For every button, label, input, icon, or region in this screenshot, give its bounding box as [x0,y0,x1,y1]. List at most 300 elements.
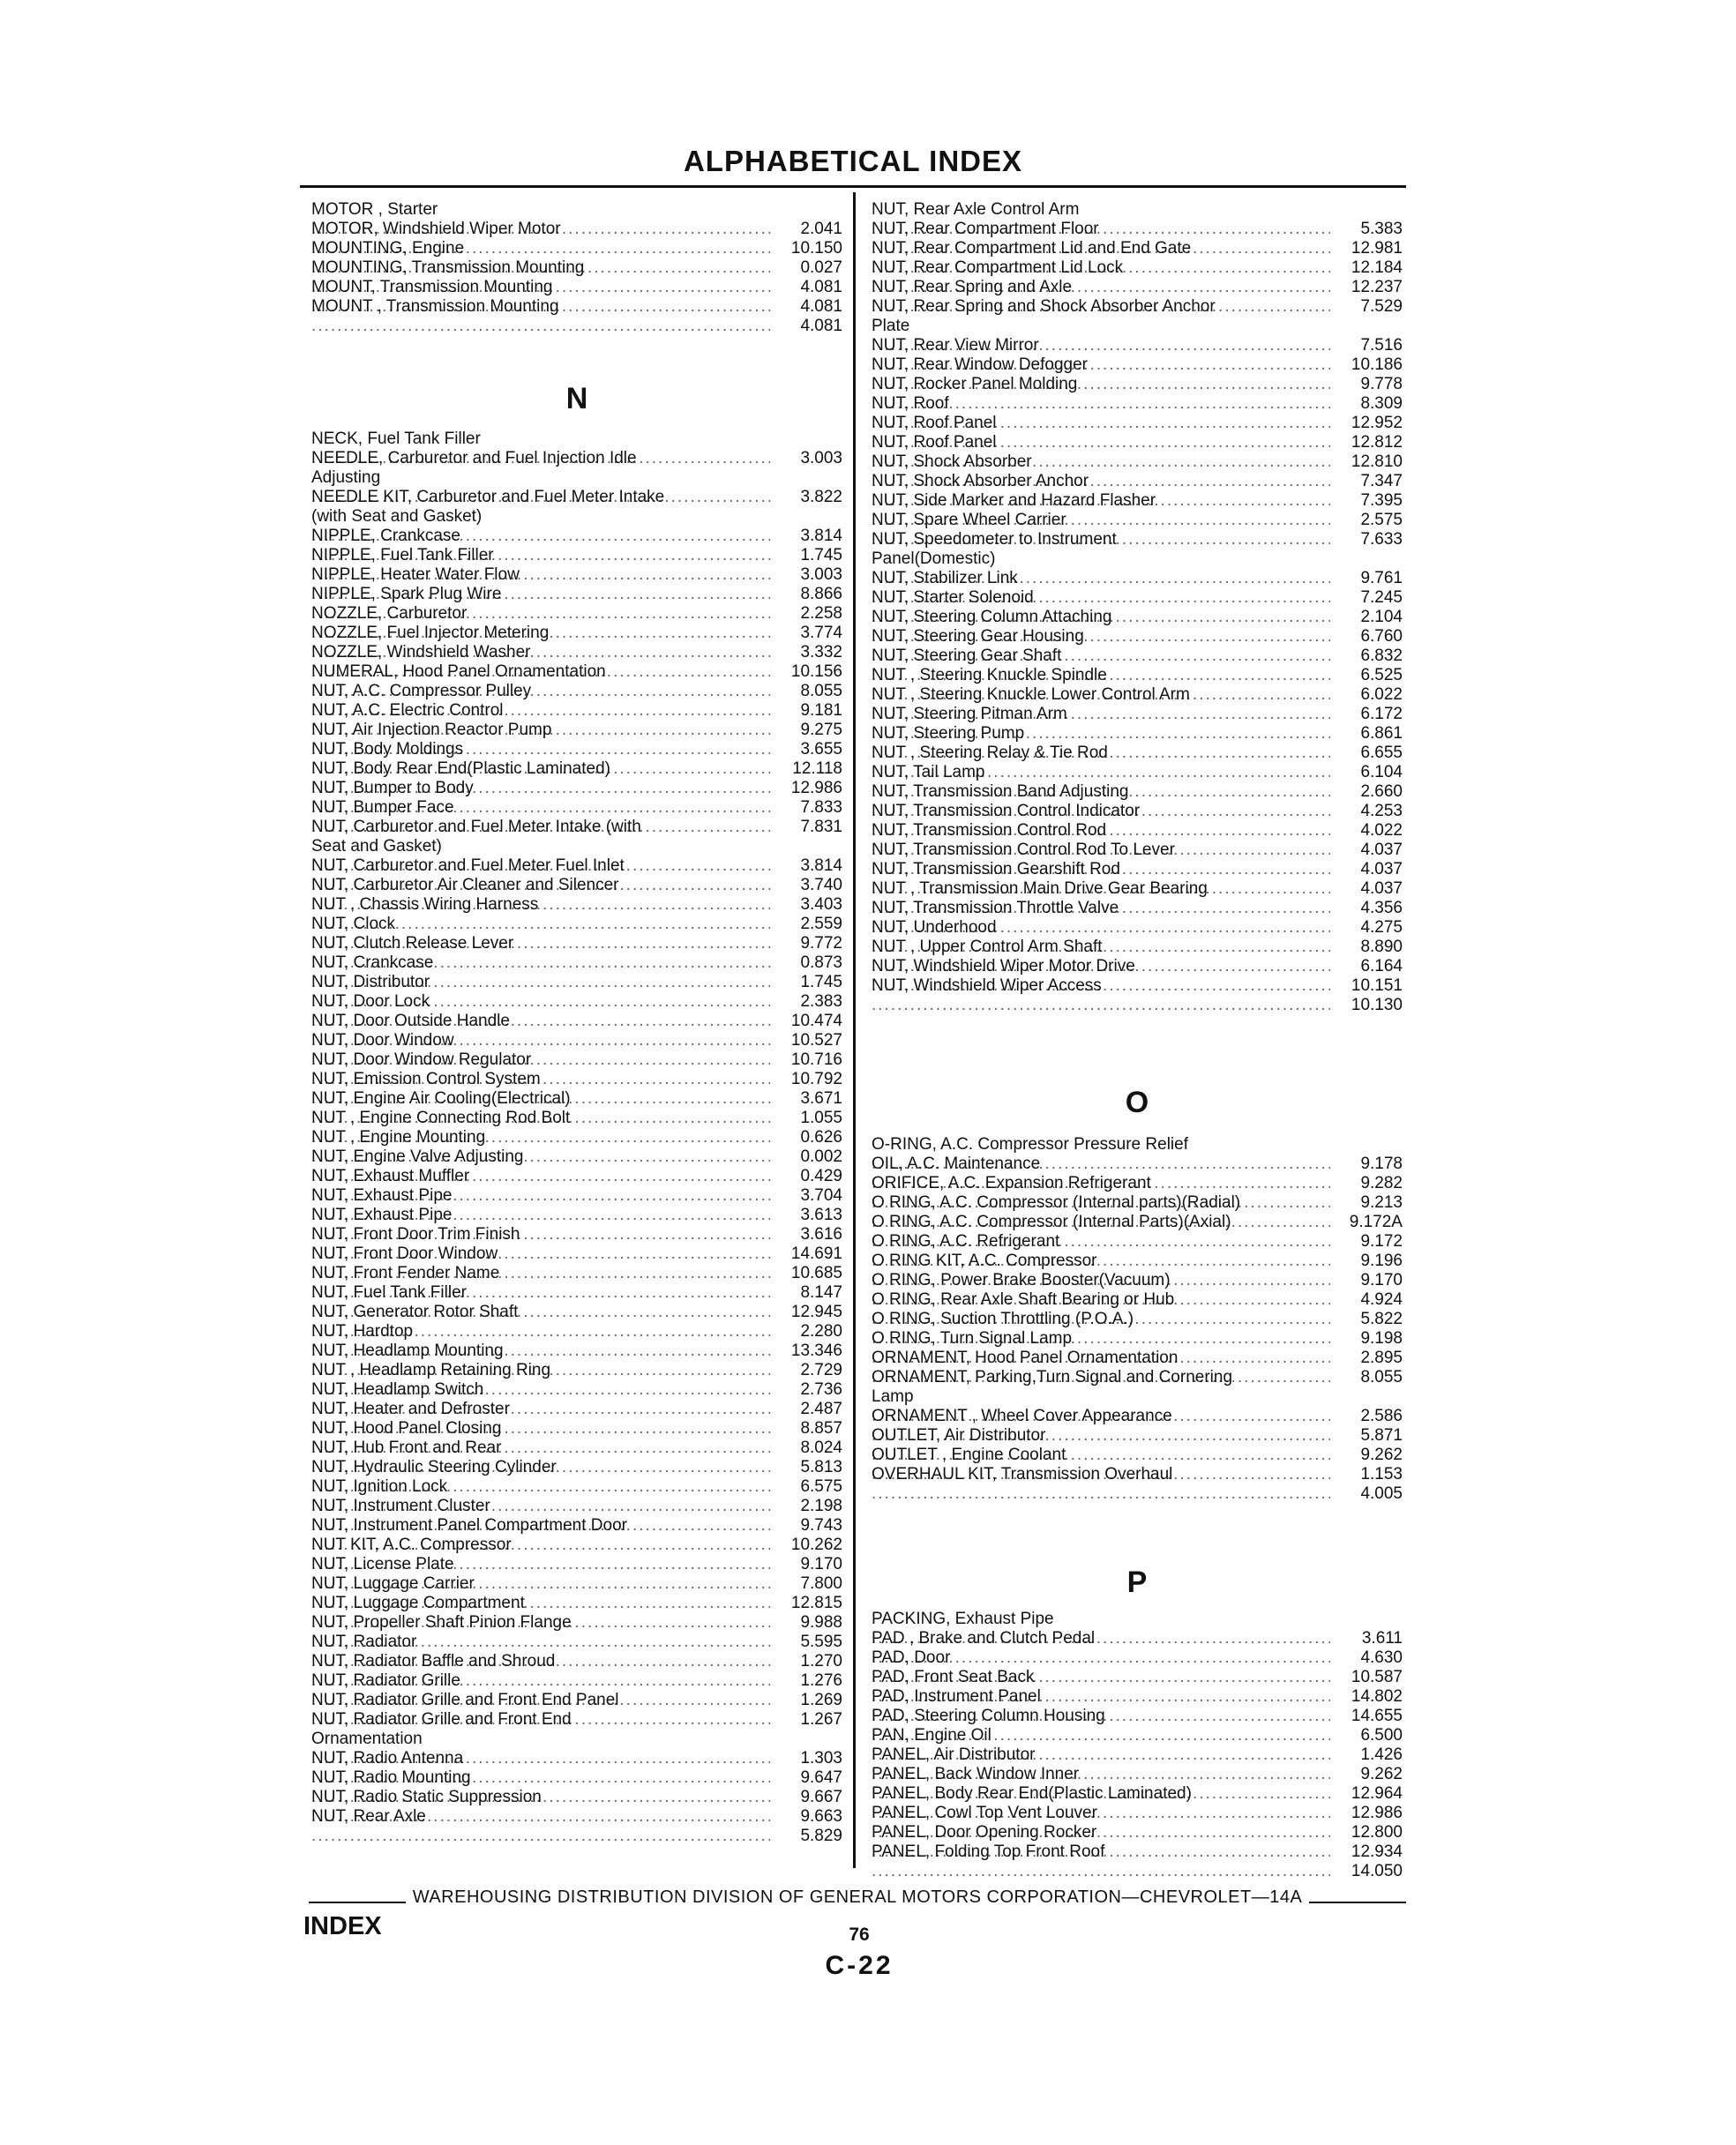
section-letter-o: O [1125,1086,1149,1119]
entry-page-ref: 9.198 [1360,1329,1403,1348]
entry-page-ref: 3.655 [800,740,842,759]
footer-rule-left [309,1902,406,1903]
entry-label: NUT, Rear Compartment Floor ..... [872,220,1330,258]
entry-page-ref: 2.660 [1360,782,1403,801]
entry-label: NUT, Door Outside Handle ..... [311,1012,770,1050]
entry-page-ref: 1.745 [800,546,842,564]
entry-label: O RING, Rear Axle Shaft Bearing or Hub ..... [872,1290,1330,1329]
entry-label: O RING, Suction Throttling (P.O.A.) ..... [872,1310,1330,1349]
entry-label: NUT, Engine Air Cooling(Electrical) ..... [311,1089,770,1128]
entry-label: NUT, A.C. Electric Control ..... [311,701,770,740]
section-letter-n: N [565,382,588,415]
entry-page-ref: 3.003 [800,449,842,467]
entry-label: NUT , Steering Knuckle Spindle ..... [872,666,1330,705]
entry-page-ref: 12.812 [1351,433,1403,452]
entry-page-ref: 3.814 [800,856,842,875]
entry-page-ref: 3.774 [800,624,842,642]
entry-label: NUT, Rear View Mirror ..... [872,336,1330,375]
entry-page-ref: 9.282 [1360,1174,1403,1192]
entry-page-ref: 9.172 [1360,1232,1403,1251]
page-code: C-22 [825,1951,894,1980]
entry-label: NUT , Engine Connecting Rod Bolt ..... [311,1109,770,1147]
entry-page-ref: 4.037 [1360,879,1403,898]
entry-label: NUT, Shock Absorber ..... [872,452,1330,491]
entry-label: PAD, Steering Column Housing ..... [872,1707,1330,1745]
entry-page-ref: 12.810 [1351,452,1403,471]
entry-page-ref: 1.153 [1360,1465,1403,1484]
entry-label: NUT, Luggage Compartment ..... [311,1594,770,1633]
entry-label: NUT, Front Door Window ..... [311,1244,770,1283]
entry-page-ref: 10.150 [790,239,842,258]
entry-label: OVERHAUL KIT, Transmission Overhaul ..... [872,1465,1330,1504]
entry-page-ref: 9.172A [1349,1213,1403,1231]
entry-page-ref: 2.736 [800,1380,842,1399]
entry-page-ref: 3.403 [800,895,842,914]
entry-page-ref: 12.945 [790,1303,842,1321]
entry-label: NUMERAL, Hood Panel Ornamentation ..... [311,662,770,701]
group-n [311,430,842,1846]
entry-page-ref: 12.964 [1351,1784,1403,1803]
entry-page-ref: 10.685 [790,1264,842,1282]
entry-page-ref: 1.270 [800,1652,842,1670]
group-p [872,1610,1403,1881]
entry-page-ref: 3.611 [1361,1629,1403,1648]
entry-page-ref: 8.309 [1360,394,1403,413]
entry-page-ref: 9.778 [1360,375,1403,393]
entry-label: O RING KIT, A.C. Compressor ..... [872,1252,1330,1290]
entry-label: NOZZLE, Fuel Injector Metering ..... [311,624,770,662]
entry-label: NUT , Steering Knuckle Lower Control Arm ..... [872,685,1330,724]
entry-page-ref: 10.716 [790,1050,842,1069]
entry-page-ref: 0.873 [800,953,842,972]
entry-page-ref: 9.170 [800,1555,842,1573]
entry-label: OUTLET, Air Distributor ..... [872,1426,1330,1465]
entry-label: NUT, Radiator Grille and Front End Panel ..... [311,1691,770,1730]
entry-label: NUT, Door Window ..... [311,1031,770,1070]
entry-label: NUT, Headlamp Mounting ..... [311,1342,770,1380]
entry-page-ref: 3.332 [800,643,842,661]
entry-label: NUT, Generator Rotor Shaft ..... [311,1303,770,1342]
entry-label: NUT, Transmission Control Indicator ..... [872,802,1330,841]
entry-page-ref: 3.814 [800,527,842,545]
entry-label: NUT, Front Fender Name ..... [311,1264,770,1303]
entry-label: NUT, Headlamp Switch ..... [311,1380,770,1419]
entry-page-ref: 10.587 [1351,1668,1403,1686]
entry-page-ref: 10.262 [790,1536,842,1554]
entry-page-ref: 6.655 [1360,744,1403,762]
entry-label: NUT, Radio Mounting ..... [311,1768,770,1807]
entry-label: NECK, Fuel Tank Filler ..... [311,430,770,468]
entry-page-ref: 4.356 [1360,899,1403,917]
entry-label: NUT, Carburetor and Fuel Meter Intake (with Seat and Gasket) ..... [311,818,770,876]
entry-page-ref: 1.426 [1360,1745,1403,1764]
entry-label: MOUNTING, Engine ..... [311,239,770,278]
entry-page-ref: 8.055 [1360,1368,1403,1386]
entry-label: PANEL, Back Window Inner ..... [872,1765,1330,1804]
entry-label: NUT, Steering Pitman Arm ..... [872,705,1330,744]
entry-label: NUT, Shock Absorber Anchor ..... [872,472,1330,511]
entry-page-ref: 9.743 [800,1516,842,1535]
footer-division-text: WAREHOUSING DISTRIBUTION DIVISION OF GENERAL MOTORS CORPORATION—CHEVROLET—14A [412,1887,1303,1907]
entry-page-ref: 3.822 [800,488,842,506]
entry-label: NUT KIT, A.C. Compressor ..... [311,1536,770,1574]
entry-page-ref: 6.861 [1360,724,1403,743]
entry-page-ref: 7.633 [1360,530,1403,549]
entry-page-ref: 14.655 [1351,1707,1403,1725]
entry-label: NUT, Rear Axle ..... [311,1807,770,1846]
entry-label: NUT, Door Window Regulator ..... [311,1050,770,1089]
entry-label: NEEDLE, Carburetor and Fuel Injection Idle Adjusting ..... [311,449,770,507]
entry-page-ref: 14.802 [1351,1687,1403,1706]
entry-label: NUT, Rear Window Defogger ..... [872,355,1330,394]
entry-page-ref: 6.760 [1360,627,1403,646]
entry-page-ref: 4.022 [1360,821,1403,840]
entry-page-ref: 2.487 [800,1400,842,1418]
entry-label: ORNAMENT , Wheel Cover Appearance ..... [872,1407,1330,1446]
entry-label: NUT, Clutch Release Lever ..... [311,934,770,973]
entry-page-ref: 5.813 [800,1458,842,1476]
entry-label: NUT, Carburetor and Fuel Meter Fuel Inlet ..... [311,856,770,895]
entry-page-ref: 4.081 [800,317,842,335]
entry-label: NUT, Radiator Baffle and Shroud ..... [311,1652,770,1691]
entry-page-ref: 2.383 [800,992,842,1011]
entry-label: PAD, Front Seat Back ..... [872,1668,1330,1707]
entry-page-ref: 5.822 [1360,1310,1403,1328]
entry-page-ref: 9.196 [1360,1252,1403,1270]
entry-page-ref: 6.022 [1360,685,1403,704]
entry-page-ref: 3.671 [800,1089,842,1108]
entry-page-ref: 12.952 [1351,414,1403,432]
entry-page-ref: 0.429 [800,1167,842,1185]
entry-page-ref: 8.147 [800,1283,842,1302]
entry-label: PACKING, Exhaust Pipe ..... [872,1610,1330,1648]
entry-page-ref: 7.395 [1360,491,1403,510]
entry-page-ref: 2.575 [1360,511,1403,529]
entry-label: NUT, Side Marker and Hazard Flasher ..... [872,491,1330,530]
entry-page-ref: 4.037 [1360,841,1403,859]
entry-page-ref: 3.740 [800,876,842,894]
entry-label: NUT , Transmission Main Drive Gear Bearing ..... [872,879,1330,918]
entry-page-ref: 6.172 [1360,705,1403,723]
entry-label: NUT, Transmission Throttle Valve ..... [872,899,1330,938]
entry-page-ref: 12.237 [1351,278,1403,296]
entry-page-ref: 7.529 [1360,297,1403,316]
entry-page-ref: 9.647 [800,1768,842,1787]
entry-page-ref: 3.704 [800,1186,842,1205]
entry-label: NUT, Engine Valve Adjusting ..... [311,1147,770,1186]
entry-label: NOZZLE, Windshield Washer ..... [311,643,770,682]
section-letter-p: P [1126,1566,1148,1599]
entry-label: NUT, Luggage Carrier ..... [311,1574,770,1613]
entry-page-ref: 5.829 [800,1827,842,1845]
page-number: 76 [849,1925,870,1945]
entry-label: PAD, Instrument Panel ..... [872,1687,1330,1726]
entry-page-ref: 10.156 [790,662,842,681]
entry-page-ref: 2.895 [1360,1349,1403,1367]
footer-index-label: INDEX [303,1912,382,1940]
entry-label: PANEL, Body Rear End(Plastic Laminated) ..... [872,1784,1330,1823]
entry-page-ref: 8.055 [800,682,842,700]
entry-page-ref: 9.262 [1360,1446,1403,1464]
entry-label: O RING, A.C. Compressor (Internal parts)(Radial) ..... [872,1193,1330,1232]
entry-label: NUT, Windshield Wiper Access ..... [872,976,1330,1015]
entry-label: NUT, Radiator ..... [311,1633,770,1671]
left-column [311,200,842,1846]
entry-label: NUT, Crankcase ..... [311,953,770,992]
entry-page-ref: 10.474 [790,1012,842,1030]
entry-label: O RING, A.C. Compressor (Internal Parts)(Axial) ..... [872,1213,1330,1252]
entry-label: NIPPLE, Spark Plug Wire ..... [311,585,770,624]
entry-label: PANEL, Cowl Top Vent Louver ..... [872,1804,1330,1842]
entry-label: NUT, Propeller Shaft Pinion Flange ..... [311,1613,770,1652]
entry-label: NUT, Roof Panel ..... [872,414,1330,452]
entry-label: NUT, Emission Control System ..... [311,1070,770,1109]
entry-page-ref: 2.198 [800,1497,842,1515]
entry-page-ref: 6.164 [1360,957,1403,975]
entry-label: NUT, Transmission Control Rod ..... [872,821,1330,860]
title-rule [300,185,1406,188]
entry-label: NUT, Steering Gear Shaft ..... [872,646,1330,685]
entry-label: OUTLET , Engine Coolant ..... [872,1446,1330,1484]
entry-page-ref: 9.667 [800,1788,842,1806]
entry-page-ref: 8.890 [1360,938,1403,956]
entry-label: NIPPLE, Fuel Tank Filler ..... [311,546,770,585]
entry-label: NUT, Starter Solenoid ..... [872,588,1330,627]
entry-page-ref: 9.178 [1360,1155,1403,1173]
entry-label: ORNAMENT, Parking,Turn Signal and Cornering Lamp ..... [872,1368,1330,1426]
entry-page-ref: 7.245 [1360,588,1403,607]
entry-page-ref: 13.346 [790,1342,842,1360]
entry-page-ref: 8.866 [800,585,842,603]
entry-label: MOTOR , Starter ..... [311,200,770,239]
entry-page-ref: 7.347 [1360,472,1403,490]
entry-label: NUT, Exhaust Pipe ..... [311,1206,770,1244]
entry-label: NUT, Radiator Grille ..... [311,1671,770,1710]
entry-label: NUT, Heater and Defroster ..... [311,1400,770,1439]
entry-label: NUT, Body Moldings ..... [311,740,770,779]
entry-label: PANEL, Air Distributor ..... [872,1745,1330,1784]
entry-label: NUT, Radio Antenna ..... [311,1749,770,1788]
entry-label: NUT , Engine Mounting ..... [311,1128,770,1167]
entry-label: NUT, Door Lock ..... [311,992,770,1031]
entry-page-ref: 1.267 [800,1710,842,1729]
entry-page-ref: 5.383 [1360,220,1403,238]
entry-label: NUT, Windshield Wiper Motor Drive ..... [872,957,1330,996]
entry-label: NUT, Stabilizer Link ..... [872,569,1330,608]
entry-page-ref: 3.616 [800,1225,842,1244]
entry-page-ref: 6.575 [800,1477,842,1496]
entry-page-ref: 10.527 [790,1031,842,1050]
entry-label: NUT, Spare Wheel Carrier ..... [872,511,1330,549]
entry-page-ref: 10.130 [1351,996,1403,1014]
entry-page-ref: 1.276 [800,1671,842,1690]
entry-label: PANEL, Door Opening Rocker ..... [872,1823,1330,1862]
entry-label: NOZZLE, Carburetor ..... [311,604,770,643]
entry-page-ref: 8.857 [800,1419,842,1438]
entry-page-ref: 2.559 [800,915,842,933]
entry-label: NUT , Headlamp Retaining Ring ..... [311,1361,770,1400]
entry-label: O RING, A.C. Refrigerant ..... [872,1232,1330,1271]
entry-label: NUT, Ignition Lock ..... [311,1477,770,1516]
entry-page-ref: 9.761 [1360,569,1403,587]
entry-label: MOUNT, Transmission Mounting ..... [311,278,770,317]
entry-label: NIPPLE, Heater Water Flow ..... [311,565,770,604]
entry-label: NUT, A.C. Compressor Pulley ..... [311,682,770,721]
entry-label: NUT, Hydraulic Steering Cylinder ..... [311,1458,770,1497]
entry-page-ref: 9.772 [800,934,842,953]
entry-page-ref: 7.833 [800,798,842,817]
entry-label: NUT, Roof Panel ..... [872,433,1330,472]
entry-page-ref: 4.924 [1360,1290,1403,1309]
entry-label: PAD, Door ..... [872,1648,1330,1687]
entry-page-ref: 7.831 [800,818,842,836]
entry-page-ref: 9.262 [1360,1765,1403,1783]
entry-label: NUT, Rear Axle Control Arm ..... [872,200,1330,239]
entry-label: NUT, Exhaust Pipe ..... [311,1186,770,1225]
entry-label: ORNAMENT, Hood Panel Ornamentation ..... [872,1349,1330,1387]
index-entry [311,297,842,336]
entry-page-ref: 2.586 [1360,1407,1403,1425]
entry-label: ORIFICE, A.C. Expansion Refrigerant ..... [872,1174,1330,1213]
entry-page-ref: 9.988 [800,1613,842,1632]
entry-label: NUT, Hardtop ..... [311,1322,770,1361]
entry-page-ref: 4.037 [1360,860,1403,878]
entry-label: MOUNTING, Transmission Mounting ..... [311,258,770,297]
entry-label: NUT, Transmission Gearshift Rod ..... [872,860,1330,899]
entry-label: NUT, Speedometer to Instrument Panel(Domestic) ..... [872,530,1330,588]
entry-page-ref: 2.041 [800,220,842,238]
entry-page-ref: 6.104 [1360,763,1403,781]
entry-label: NUT, Hub Front and Rear ..... [311,1439,770,1477]
entry-page-ref: 12.986 [1351,1804,1403,1822]
entry-label: NUT, Hood Panel Closing ..... [311,1419,770,1458]
entry-page-ref: 9.275 [800,721,842,739]
entry-label: NUT, Rear Compartment Lid Lock ..... [872,258,1330,297]
entry-label: NUT, Steering Column Attaching ..... [872,608,1330,646]
entry-label: NUT, Rear Compartment Lid and End Gate ..... [872,239,1330,278]
entry-page-ref: 10.151 [1351,976,1403,995]
entry-page-ref: 5.595 [800,1633,842,1651]
entry-label: NUT, Radiator Grille and Front End Ornamentation ..... [311,1710,770,1768]
entry-label: PAD , Brake and Clutch Pedal ..... [872,1629,1330,1668]
entry-label: NIPPLE, Crankcase ..... [311,527,770,565]
entry-page-ref: 9.663 [800,1807,842,1826]
entry-page-ref: 12.800 [1351,1823,1403,1842]
entry-label: NUT, Carburetor Air Cleaner and Silencer ..... [311,876,770,915]
entry-page-ref: 1.269 [800,1691,842,1709]
entry-page-ref: 9.213 [1360,1193,1403,1212]
entry-label: MOUNT , Transmission Mounting ..... [311,297,770,336]
group-m [311,200,842,336]
entry-page-ref: 12.118 [792,759,842,778]
entry-page-ref: 2.258 [800,604,842,623]
entry-label: NUT , Chassis Wiring Harness ..... [311,895,770,934]
entry-label: OIL, A.C. Maintenance ..... [872,1155,1330,1193]
entry-page-ref: 12.986 [790,779,842,797]
entry-label: NUT , Steering Relay & Tie Rod ..... [872,744,1330,782]
entry-page-ref: 14.691 [790,1244,842,1263]
entry-page-ref: 3.613 [800,1206,842,1224]
entry-label: NUT, Instrument Cluster ..... [311,1497,770,1536]
entry-page-ref: 4.005 [1360,1484,1403,1503]
entry-page-ref: 7.516 [1360,336,1403,355]
group-o [872,1135,1403,1504]
entry-label: NUT, Roof ..... [872,394,1330,433]
group-nut-continued [872,200,1403,1015]
footer-division-line [309,1887,1406,1908]
entry-label: NUT, Exhaust Muffler ..... [311,1167,770,1206]
entry-page-ref: 10.792 [790,1070,842,1088]
entry-label: NUT, Body Rear End(Plastic Laminated) ..... [311,759,770,798]
entry-label: NUT , Upper Control Arm Shaft ..... [872,938,1330,976]
entry-label: NUT, Clock ..... [311,915,770,953]
entry-page-ref: 0.027 [800,258,842,277]
entry-page-ref: 10.186 [1351,355,1403,374]
entry-page-ref: 2.729 [800,1361,842,1379]
entry-page-ref: 5.871 [1360,1426,1403,1445]
entry-label: NUT, Air Injection Reactor Pump ..... [311,721,770,759]
entry-label: NUT, Tail Lamp ..... [872,763,1330,802]
entry-label: NUT, Front Door Trim Finish ..... [311,1225,770,1264]
entry-page-ref: 9.181 [800,701,842,720]
entry-page-ref: 14.050 [1351,1862,1403,1880]
entry-label: NUT, Radio Static Suppression ..... [311,1788,770,1827]
entry-label: NUT, Underhood ..... [872,918,1330,957]
entry-page-ref: 7.800 [800,1574,842,1593]
footer-rule-right [1309,1902,1406,1903]
entry-page-ref: 4.081 [800,278,842,296]
entry-page-ref: 1.745 [800,973,842,991]
column-divider [853,192,856,1868]
right-column [872,200,1403,1881]
entry-label: NUT, Rear Spring and Shock Absorber Anchor Plate ..... [872,297,1330,355]
entry-page-ref: 12.815 [790,1594,842,1612]
entry-page-ref: 12.981 [1351,239,1403,258]
entry-page-ref: 4.630 [1360,1648,1403,1667]
entry-label: PAN, Engine Oil ..... [872,1726,1330,1765]
entry-label: PANEL, Folding Top Front Roof ..... [872,1842,1330,1881]
entry-page-ref: 2.104 [1360,608,1403,626]
entry-label: O-RING, A.C. Compressor Pressure Relief ..... [872,1135,1330,1174]
entry-page-ref: 9.170 [1360,1271,1403,1289]
entry-label: NUT, Distributor ..... [311,973,770,1012]
entry-page-ref: 2.280 [800,1322,842,1341]
entry-label: NUT, Instrument Panel Compartment Door ..... [311,1516,770,1555]
entry-label: O RING, Power Brake Booster(Vacuum) ..... [872,1271,1330,1310]
entry-label: NUT, License Plate ..... [311,1555,770,1594]
entry-label: NUT, Rocker Panel Molding ..... [872,375,1330,414]
page-title: ALPHABETICAL INDEX [683,145,1023,177]
entry-page-ref: 6.832 [1360,646,1403,665]
entry-page-ref: 8.024 [800,1439,842,1457]
entry-page-ref: 4.275 [1360,918,1403,937]
entry-label: NUT, Bumper to Body ..... [311,779,770,818]
entry-page-ref: 1.055 [800,1109,842,1127]
entry-label: NUT, Bumper Face ..... [311,798,770,837]
entry-page-ref: 3.003 [800,565,842,584]
entry-label: NUT, Transmission Band Adjusting ..... [872,782,1330,821]
entry-label: NUT, Steering Gear Housing ..... [872,627,1330,666]
entry-page-ref: 0.626 [800,1128,842,1147]
entry-page-ref: 1.303 [800,1749,842,1768]
entry-label: NUT, Steering Pump ..... [872,724,1330,763]
entry-page-ref: 6.500 [1360,1726,1403,1745]
entry-label: NUT, Transmission Control Rod To Lever ..... [872,841,1330,879]
entry-label: MOTOR, Windshield Wiper Motor ..... [311,220,770,258]
entry-page-ref: 12.934 [1351,1842,1403,1861]
entry-page-ref: 12.184 [1351,258,1403,277]
entry-label: NUT, Fuel Tank Filler ..... [311,1283,770,1322]
